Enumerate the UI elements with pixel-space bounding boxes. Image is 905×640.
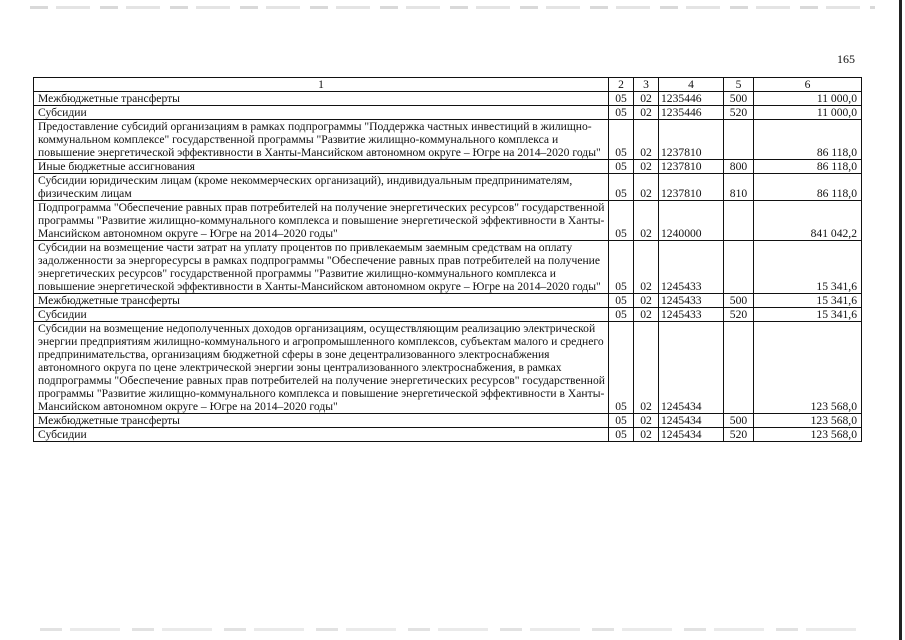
target-article-cell: 1245433 xyxy=(659,294,724,308)
target-article-cell: 1237810 xyxy=(659,120,724,160)
description-cell: Субсидии юридическим лицам (кроме некоммерческих организаций), индивидуальным предпринимателям, физическим лицам xyxy=(34,174,609,201)
section-code-cell: 05 xyxy=(609,428,634,442)
target-article-cell: 1245434 xyxy=(659,414,724,428)
target-article-cell: 1245433 xyxy=(659,308,724,322)
amount-cell: 123 568,0 xyxy=(754,414,862,428)
section-code-cell: 05 xyxy=(609,322,634,414)
table-row xyxy=(34,322,862,414)
target-article-cell: 1235446 xyxy=(659,92,724,106)
subsection-code-cell: 02 xyxy=(634,414,659,428)
header-cell: 3 xyxy=(634,78,659,92)
target-article-cell: 1237810 xyxy=(659,160,724,174)
subsection-code-cell: 02 xyxy=(634,201,659,241)
table-row xyxy=(34,120,862,160)
table-row xyxy=(34,106,862,120)
target-article-cell: 1240000 xyxy=(659,201,724,241)
header-cell: 4 xyxy=(659,78,724,92)
table-row xyxy=(34,414,862,428)
table-row xyxy=(34,428,862,442)
amount-cell: 15 341,6 xyxy=(754,241,862,294)
amount-cell: 123 568,0 xyxy=(754,428,862,442)
expense-type-cell: 520 xyxy=(724,428,754,442)
description-cell: Субсидии xyxy=(34,106,609,120)
section-code-cell: 05 xyxy=(609,414,634,428)
page-number: 165 xyxy=(837,52,855,66)
subsection-code-cell: 02 xyxy=(634,92,659,106)
expense-type-cell: 500 xyxy=(724,294,754,308)
amount-cell: 11 000,0 xyxy=(754,92,862,106)
expense-type-cell xyxy=(724,120,754,160)
section-code-cell: 05 xyxy=(609,201,634,241)
header-cell: 1 xyxy=(34,78,609,92)
expense-type-cell xyxy=(724,322,754,414)
subsection-code-cell: 02 xyxy=(634,322,659,414)
header-cell: 2 xyxy=(609,78,634,92)
subsection-code-cell: 02 xyxy=(634,120,659,160)
amount-cell: 15 341,6 xyxy=(754,308,862,322)
subsection-code-cell: 02 xyxy=(634,160,659,174)
description-cell: Иные бюджетные ассигнования xyxy=(34,160,609,174)
amount-cell: 11 000,0 xyxy=(754,106,862,120)
table-row xyxy=(34,92,862,106)
section-code-cell: 05 xyxy=(609,160,634,174)
table-row xyxy=(34,201,862,241)
subsection-code-cell: 02 xyxy=(634,106,659,120)
scan-page-edge xyxy=(899,0,902,640)
budget-table xyxy=(33,77,862,442)
scan-noise-bottom xyxy=(40,628,865,631)
expense-type-cell: 810 xyxy=(724,174,754,201)
amount-cell: 86 118,0 xyxy=(754,160,862,174)
scan-noise-top xyxy=(30,6,875,9)
budget-table-body xyxy=(34,78,862,442)
table-row xyxy=(34,174,862,201)
table-row xyxy=(34,294,862,308)
subsection-code-cell: 02 xyxy=(634,428,659,442)
subsection-code-cell: 02 xyxy=(634,241,659,294)
section-code-cell: 05 xyxy=(609,92,634,106)
section-code-cell: 05 xyxy=(609,106,634,120)
description-cell: Предоставление субсидий организациям в рамках подпрограммы "Поддержка частных инвестиций в жилищно-коммунальном комплексе" государственной программы "Развитие жилищно-коммунального комплекса и повышение энергетической эффективности в Ханты-Мансийском автономном округе – Югре на 2014–2020 годы" xyxy=(34,120,609,160)
amount-cell: 86 118,0 xyxy=(754,174,862,201)
target-article-cell: 1245434 xyxy=(659,322,724,414)
description-cell: Субсидии xyxy=(34,308,609,322)
expense-type-cell xyxy=(724,241,754,294)
description-cell: Межбюджетные трансферты xyxy=(34,294,609,308)
target-article-cell: 1245434 xyxy=(659,428,724,442)
target-article-cell: 1237810 xyxy=(659,174,724,201)
description-cell: Субсидии xyxy=(34,428,609,442)
expense-type-cell: 500 xyxy=(724,414,754,428)
description-cell: Межбюджетные трансферты xyxy=(34,92,609,106)
description-cell: Субсидии на возмещение части затрат на уплату процентов по привлекаемым заемным средствам на оплату задолженности за энергоресурсы в рамках подпрограммы "Обеспечение равных прав потребителей на получение энергетических ресурсов" государственной программы "Развитие жилищно-коммунального комплекса и повышение энергетической эффективности в Ханты-Мансийском автономном округе – Югре на 2014–2020 годы" xyxy=(34,241,609,294)
expense-type-cell: 520 xyxy=(724,308,754,322)
target-article-cell: 1245433 xyxy=(659,241,724,294)
section-code-cell: 05 xyxy=(609,241,634,294)
amount-cell: 841 042,2 xyxy=(754,201,862,241)
expense-type-cell: 800 xyxy=(724,160,754,174)
subsection-code-cell: 02 xyxy=(634,294,659,308)
expense-type-cell xyxy=(724,201,754,241)
section-code-cell: 05 xyxy=(609,308,634,322)
amount-cell: 86 118,0 xyxy=(754,120,862,160)
section-code-cell: 05 xyxy=(609,294,634,308)
amount-cell: 15 341,6 xyxy=(754,294,862,308)
section-code-cell: 05 xyxy=(609,120,634,160)
expense-type-cell: 520 xyxy=(724,106,754,120)
subsection-code-cell: 02 xyxy=(634,308,659,322)
expense-type-cell: 500 xyxy=(724,92,754,106)
section-code-cell: 05 xyxy=(609,174,634,201)
header-cell: 6 xyxy=(754,78,862,92)
table-row xyxy=(34,308,862,322)
table-header-row xyxy=(34,78,862,92)
description-cell: Межбюджетные трансферты xyxy=(34,414,609,428)
table-row xyxy=(34,160,862,174)
table-row xyxy=(34,241,862,294)
amount-cell: 123 568,0 xyxy=(754,322,862,414)
description-cell: Субсидии на возмещение недополученных доходов организациям, осуществляющим реализацию электрической энергии предприятиям жилищно-коммунального и агропромышленного комплексов, субъектам малого и среднего предпринимательства, организациям бюджетной сферы в зоне децентрализованного электроснабжения автономного округа по цене электрической энергии зоны централизованного электроснабжения, в рамках подпрограммы "Обеспечение равных прав потребителей на получение энергетических ресурсов" государственной программы "Развитие жилищно-коммунального комплекса и повышение энергетической эффективности в Ханты-Мансийском автономном округе – Югре на 2014–2020 годы" xyxy=(34,322,609,414)
target-article-cell: 1235446 xyxy=(659,106,724,120)
description-cell: Подпрограмма "Обеспечение равных прав потребителей на получение энергетических ресурсов" государственной программы "Развитие жилищно-коммунального комплекса и повышение энергетической эффективности в Ханты-Мансийском автономном округе – Югре на 2014–2020 годы" xyxy=(34,201,609,241)
header-cell: 5 xyxy=(724,78,754,92)
subsection-code-cell: 02 xyxy=(634,174,659,201)
